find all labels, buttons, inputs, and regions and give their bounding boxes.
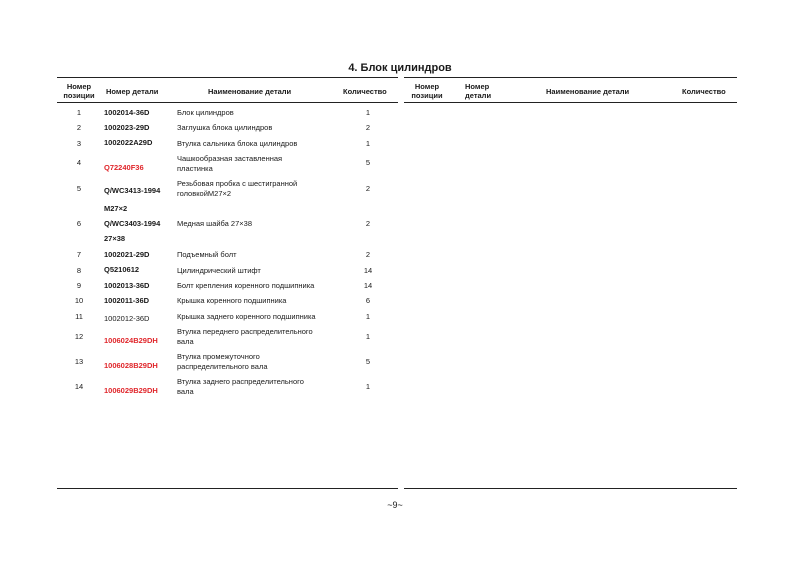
row-part-number: Q5210612 xyxy=(104,265,140,274)
row-quantity: 5 xyxy=(365,357,371,366)
row-quantity: 14 xyxy=(363,281,373,290)
row-part-name: головкойM27×2 xyxy=(177,189,232,198)
bottom-rule-left xyxy=(57,488,398,489)
header-part-name: Наименование детали xyxy=(208,87,292,96)
row-position: 8 xyxy=(76,266,82,275)
row-position: 6 xyxy=(76,219,82,228)
row-position: 3 xyxy=(76,139,82,148)
row-part-number-suffix: 27×38 xyxy=(104,234,126,243)
row-part-name: Заглушка блока цилиндров xyxy=(177,123,273,132)
row-position: 14 xyxy=(74,382,84,391)
row-quantity: 2 xyxy=(365,123,371,132)
row-position: 1 xyxy=(76,108,82,117)
row-position: 2 xyxy=(76,123,82,132)
row-part-name: Крышка заднего коренного подшипника xyxy=(177,312,316,321)
row-quantity: 14 xyxy=(363,266,373,275)
row-part-name: Втулка промежуточного xyxy=(177,352,260,361)
row-position: 12 xyxy=(74,332,84,341)
row-part-name: Блок цилиндров xyxy=(177,108,234,117)
row-part-number: 1002013-36D xyxy=(104,281,150,290)
row-quantity: 2 xyxy=(365,184,371,193)
row-part-name: вала xyxy=(177,387,194,396)
row-part-name: Болт крепления коренного подшипника xyxy=(177,281,315,290)
row-quantity: 1 xyxy=(365,312,371,321)
row-quantity: 1 xyxy=(365,332,371,341)
row-part-number: Q/WC3413-1994 xyxy=(104,186,161,195)
row-part-name: Медная шайба 27×38 xyxy=(177,219,252,228)
row-part-number: 1002011-36D xyxy=(104,296,150,305)
row-part-name: распределительного вала xyxy=(177,362,268,371)
row-part-name: Цилиндрический штифт xyxy=(177,266,261,275)
row-quantity: 2 xyxy=(365,219,371,228)
row-quantity: 1 xyxy=(365,382,371,391)
row-quantity: 1 xyxy=(365,108,371,117)
row-position: 11 xyxy=(75,312,83,321)
row-part-name: Крышка коренного подшипника xyxy=(177,296,287,305)
row-quantity: 5 xyxy=(365,158,371,167)
page-title: 4. Блок цилиндров xyxy=(348,62,452,74)
row-part-name: Резьбовая пробка с шестигранной xyxy=(177,179,298,188)
header-position: Номер позиции xyxy=(63,82,95,100)
row-part-number: Q72240F36 xyxy=(104,163,144,172)
row-part-name: Подъемный болт xyxy=(177,250,237,259)
row-part-number: 1002012-36D xyxy=(104,314,150,323)
row-quantity: 1 xyxy=(365,139,371,148)
header-bottom-rule-right xyxy=(404,102,737,103)
row-position: 10 xyxy=(74,296,84,305)
row-part-number: 1006029B29DH xyxy=(104,386,158,395)
row-position: 9 xyxy=(76,281,82,290)
row-part-number: 1002021-29D xyxy=(104,250,150,259)
header-top-rule-left xyxy=(57,77,398,78)
row-part-name: Втулка переднего распределительного xyxy=(177,327,313,336)
bottom-rule-right xyxy=(404,488,737,489)
header-bottom-rule-left xyxy=(57,102,398,103)
row-part-name: Втулка заднего распределительного xyxy=(177,377,304,386)
row-part-number: 1006024B29DH xyxy=(104,336,158,345)
row-position: 5 xyxy=(76,184,82,193)
row-position: 7 xyxy=(76,250,82,259)
row-part-number: 1002014-36D xyxy=(104,108,150,117)
right-header-part-name: Наименование детали xyxy=(546,87,630,96)
right-header-part-number: Номер детали xyxy=(465,82,492,100)
row-part-number: Q/WC3403-1994 xyxy=(104,219,161,228)
row-quantity: 2 xyxy=(365,250,371,259)
page-number: ~9~ xyxy=(387,500,403,510)
row-part-name: вала xyxy=(177,337,194,346)
row-quantity: 6 xyxy=(365,296,371,305)
row-position: 13 xyxy=(74,357,84,366)
row-part-name: пластинка xyxy=(177,164,213,173)
row-part-name: Чашкообразная заставленная xyxy=(177,154,283,163)
header-part-number: Номер детали xyxy=(106,87,159,96)
row-part-number: 1002022A29D xyxy=(104,138,153,147)
right-header-position: Номер позиции xyxy=(411,82,443,100)
row-part-number: 1006028B29DH xyxy=(104,361,158,370)
header-quantity: Количество xyxy=(343,87,387,96)
row-part-number-suffix: M27×2 xyxy=(104,204,128,213)
right-header-quantity: Количество xyxy=(682,87,726,96)
row-part-name: Втулка сальника блока цилиндров xyxy=(177,139,298,148)
header-top-rule-right xyxy=(404,77,737,78)
row-part-number: 1002023-29D xyxy=(104,123,150,132)
row-position: 4 xyxy=(76,158,82,167)
